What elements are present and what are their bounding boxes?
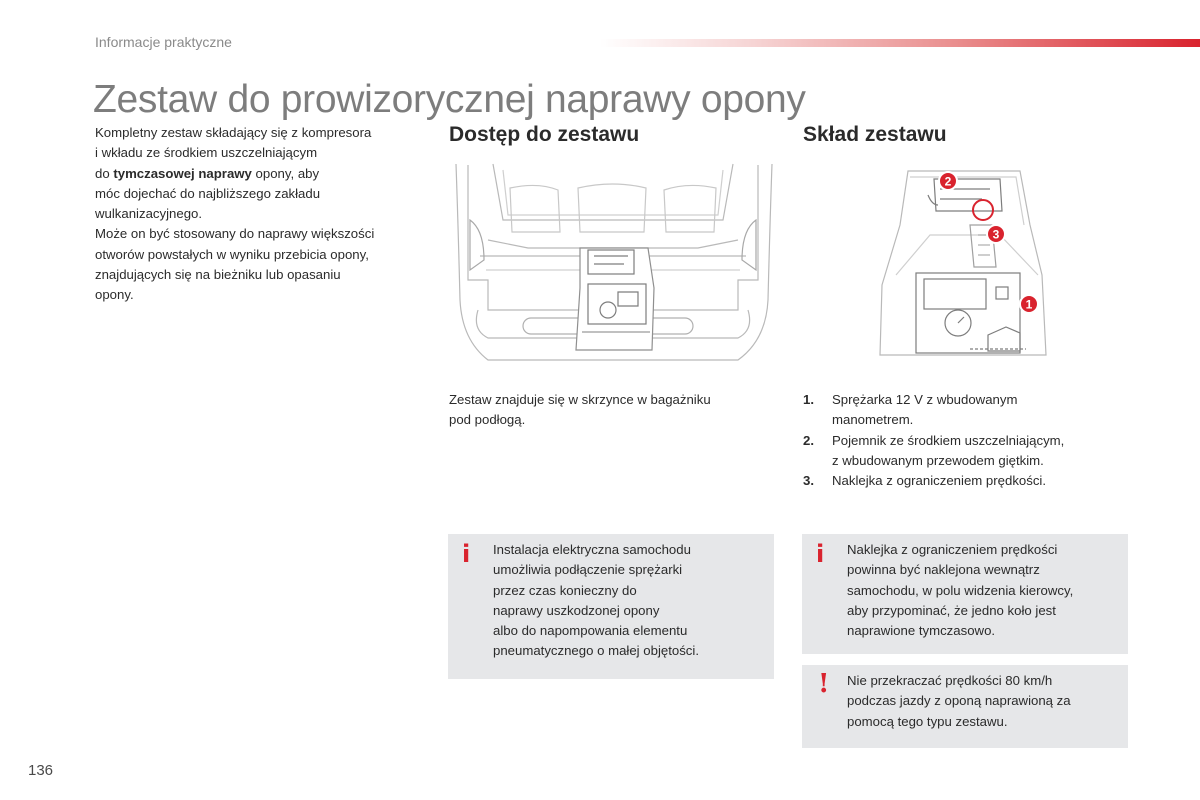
intro-line: otworów powstałych w wyniku przebicia opony, [95,246,369,262]
intro-line: wulkanizacyjnego. [95,206,203,222]
intro-line: opony. [95,287,134,303]
kit-parts-list [803,390,1123,491]
intro-text [95,123,430,306]
contents-section-title: Skład zestawu [803,123,947,146]
warning-note-speed [802,665,1128,748]
intro-line: znajdujących się na bieżniku lub opasaniu [95,267,341,283]
section-label: Informacje praktyczne [95,34,232,50]
callout-badge-1 [1020,295,1038,313]
intro-line: Kompletny zestaw składający się z kompresora [95,125,372,140]
header-accent-bar [600,39,1200,47]
intro-line: Może on być stosowany do naprawy większości [95,226,375,242]
svg-text:1: 1 [1025,297,1033,312]
callout-badge-2 [939,172,957,190]
warning-icon: ! [818,669,830,699]
callout-badge-3 [987,225,1005,243]
intro-line: móc dojechać do najbliższego zakładu [95,185,321,201]
page-number: 136 [28,762,54,779]
info-note-sticker [802,534,1128,654]
trunk-illustration [448,160,774,372]
warning-note-text: Nie przekraczać prędkości 80 km/h podczas jazdy z oponą naprawioną za pomocą tego typu zestawu. [847,673,1071,729]
list-item: 1. Sprężarka 12 V z wbudowanym manometrem. [803,392,1018,428]
info-note-text: Instalacja elektryczna samochodu umożliwia podłączenie sprężarki przez czas konieczny do naprawy uszkodzonej opony albo do napompowania elementu pneumatycznego o małej objętości. [493,542,699,659]
info-icon: i [816,540,825,568]
info-icon: i [462,540,471,568]
page-title: Zestaw do prowizorycznej naprawy opony [93,78,806,121]
intro-line: i wkładu ze środkiem uszczelniającym [95,145,318,161]
kit-contents-illustration [870,165,1066,361]
svg-text:2: 2 [944,174,952,189]
intro-line: do tymczasowej naprawy opony, aby [95,165,320,181]
list-item: 2. Pojemnik ze środkiem uszczelniającym, z wbudowanym przewodem giętkim. [803,432,1065,468]
list-item: 3. Naklejka z ograniczeniem prędkości. [803,473,1047,489]
svg-text:3: 3 [992,227,1000,242]
access-caption: Zestaw znajduje się w skrzynce w bagażniku pod podłogą. [449,392,711,428]
intro-bold-term: tymczasowej naprawy [113,165,252,181]
info-note-electrical [448,534,774,679]
access-section-title: Dostęp do zestawu [449,123,640,146]
info-note-text: Naklejka z ograniczeniem prędkości powinna być naklejona wewnątrz samochodu, w polu widzenia kierowcy, aby przypominać, że jedno koło jest naprawione tymczasowo. [847,542,1074,639]
